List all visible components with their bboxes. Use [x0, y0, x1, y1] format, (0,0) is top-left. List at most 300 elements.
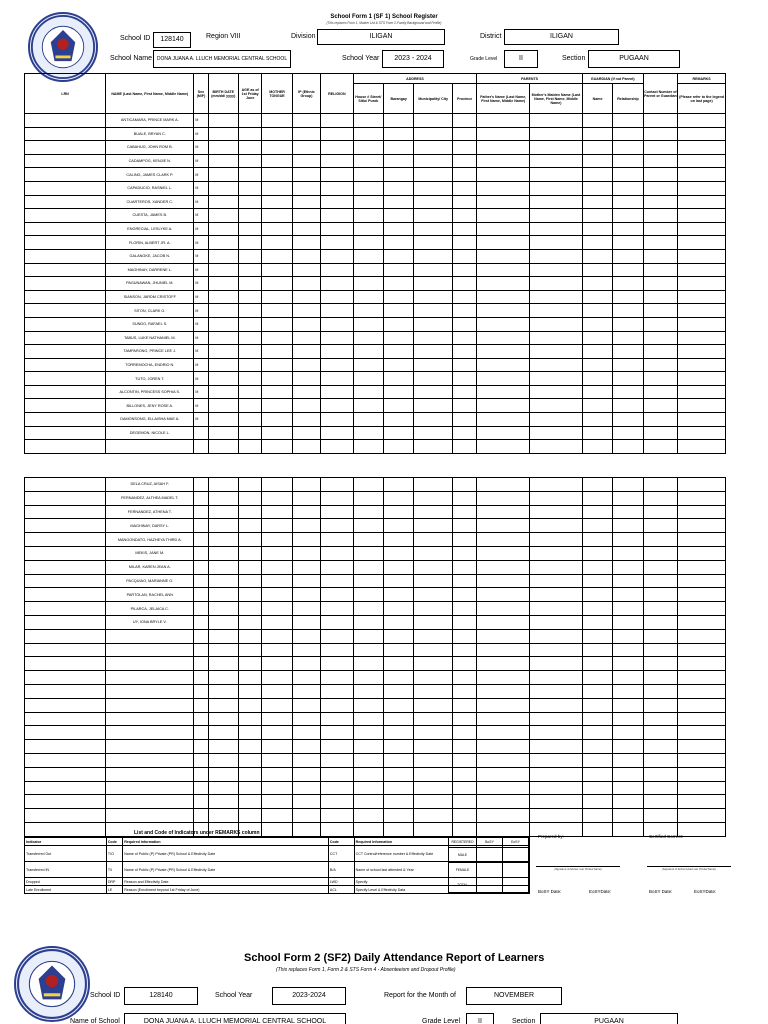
- data-cell[interactable]: [613, 413, 643, 427]
- data-cell[interactable]: [262, 809, 292, 823]
- data-cell[interactable]: [208, 358, 238, 372]
- data-cell[interactable]: [613, 726, 643, 740]
- division-field[interactable]: ILIGAN: [317, 29, 445, 45]
- data-cell[interactable]: [384, 358, 414, 372]
- data-cell[interactable]: [353, 154, 383, 168]
- data-cell[interactable]: [414, 533, 453, 547]
- lrn-cell[interactable]: [25, 684, 106, 698]
- sex-cell[interactable]: M: [194, 331, 208, 345]
- grade-level-field[interactable]: II: [504, 50, 538, 68]
- data-cell[interactable]: [384, 372, 414, 386]
- data-cell[interactable]: [353, 781, 383, 795]
- data-cell[interactable]: [292, 331, 320, 345]
- learner-name-cell[interactable]: [106, 643, 194, 657]
- data-cell[interactable]: [613, 385, 643, 399]
- data-cell[interactable]: [239, 399, 262, 413]
- data-cell[interactable]: [414, 809, 453, 823]
- data-cell[interactable]: [530, 181, 583, 195]
- lrn-cell[interactable]: [25, 426, 106, 440]
- sex-cell[interactable]: M: [194, 317, 208, 331]
- data-cell[interactable]: [353, 426, 383, 440]
- learner-name-cell[interactable]: TUTO, JOREN T.: [106, 372, 194, 386]
- data-cell[interactable]: [613, 236, 643, 250]
- data-cell[interactable]: [477, 399, 530, 413]
- data-cell[interactable]: [477, 781, 530, 795]
- data-cell[interactable]: [384, 413, 414, 427]
- data-cell[interactable]: [353, 372, 383, 386]
- data-cell[interactable]: [678, 413, 726, 427]
- sex-cell[interactable]: [194, 657, 208, 671]
- data-cell[interactable]: [477, 657, 530, 671]
- data-cell[interactable]: [262, 345, 292, 359]
- data-cell[interactable]: [582, 372, 612, 386]
- data-cell[interactable]: [239, 546, 262, 560]
- data-cell[interactable]: [452, 345, 476, 359]
- data-cell[interactable]: [582, 413, 612, 427]
- lrn-cell[interactable]: [25, 168, 106, 182]
- data-cell[interactable]: [208, 290, 238, 304]
- data-cell[interactable]: [613, 657, 643, 671]
- sex-cell[interactable]: [194, 615, 208, 629]
- learner-name-cell[interactable]: CUARTEROS, XANDER C.: [106, 195, 194, 209]
- data-cell[interactable]: [582, 317, 612, 331]
- data-cell[interactable]: [353, 317, 383, 331]
- data-cell[interactable]: [452, 154, 476, 168]
- lrn-cell[interactable]: [25, 181, 106, 195]
- data-cell[interactable]: [353, 795, 383, 809]
- data-cell[interactable]: [239, 358, 262, 372]
- data-cell[interactable]: [530, 574, 583, 588]
- data-cell[interactable]: [530, 519, 583, 533]
- sex-cell[interactable]: [194, 478, 208, 492]
- learner-name-cell[interactable]: [106, 809, 194, 823]
- data-cell[interactable]: [582, 290, 612, 304]
- learner-name-cell[interactable]: MANGONDATO, HAZHEYA THIRD A.: [106, 533, 194, 547]
- data-cell[interactable]: [613, 615, 643, 629]
- data-cell[interactable]: [678, 781, 726, 795]
- data-cell[interactable]: [452, 127, 476, 141]
- data-cell[interactable]: [643, 290, 677, 304]
- data-cell[interactable]: [613, 154, 643, 168]
- data-cell[interactable]: [262, 684, 292, 698]
- data-cell[interactable]: [353, 643, 383, 657]
- data-cell[interactable]: [262, 181, 292, 195]
- data-cell[interactable]: [384, 574, 414, 588]
- data-cell[interactable]: [414, 491, 453, 505]
- data-cell[interactable]: [414, 114, 453, 128]
- data-cell[interactable]: [678, 478, 726, 492]
- data-cell[interactable]: [239, 684, 262, 698]
- learner-name-cell[interactable]: UY, IONA BRYLE V.: [106, 615, 194, 629]
- data-cell[interactable]: [262, 141, 292, 155]
- data-cell[interactable]: [384, 249, 414, 263]
- data-cell[interactable]: [530, 629, 583, 643]
- data-cell[interactable]: [208, 657, 238, 671]
- data-cell[interactable]: [414, 263, 453, 277]
- data-cell[interactable]: [643, 181, 677, 195]
- data-cell[interactable]: [477, 426, 530, 440]
- data-cell[interactable]: [678, 209, 726, 223]
- data-cell[interactable]: [414, 345, 453, 359]
- data-cell[interactable]: [414, 440, 453, 454]
- data-cell[interactable]: [678, 290, 726, 304]
- data-cell[interactable]: [452, 181, 476, 195]
- data-cell[interactable]: [477, 181, 530, 195]
- data-cell[interactable]: [321, 546, 353, 560]
- sex-cell[interactable]: [194, 781, 208, 795]
- data-cell[interactable]: [530, 533, 583, 547]
- sex-cell[interactable]: M: [194, 141, 208, 155]
- sex-cell[interactable]: [194, 740, 208, 754]
- learner-name-cell[interactable]: ALCONTIN, PRINCESS SOPHIA S.: [106, 385, 194, 399]
- data-cell[interactable]: [613, 358, 643, 372]
- data-cell[interactable]: [452, 168, 476, 182]
- lrn-cell[interactable]: [25, 615, 106, 629]
- data-cell[interactable]: [321, 263, 353, 277]
- data-cell[interactable]: [384, 560, 414, 574]
- lrn-cell[interactable]: [25, 413, 106, 427]
- learner-name-cell[interactable]: [106, 712, 194, 726]
- data-cell[interactable]: [453, 546, 477, 560]
- data-cell[interactable]: [321, 712, 353, 726]
- data-cell[interactable]: [208, 181, 238, 195]
- data-cell[interactable]: [321, 753, 353, 767]
- data-cell[interactable]: [384, 331, 414, 345]
- data-cell[interactable]: [613, 546, 643, 560]
- data-cell[interactable]: [292, 574, 320, 588]
- lrn-cell[interactable]: [25, 629, 106, 643]
- sf2-grade-level-field[interactable]: II: [466, 1013, 494, 1024]
- lrn-cell[interactable]: [25, 127, 106, 141]
- data-cell[interactable]: [292, 385, 320, 399]
- data-cell[interactable]: [643, 277, 677, 291]
- sex-cell[interactable]: [194, 712, 208, 726]
- learner-name-cell[interactable]: ANTICAMARA, PRINCE MARK A.: [106, 114, 194, 128]
- data-cell[interactable]: [353, 358, 383, 372]
- data-cell[interactable]: [477, 740, 530, 754]
- lrn-cell[interactable]: [25, 505, 106, 519]
- data-cell[interactable]: [678, 767, 726, 781]
- data-cell[interactable]: [239, 181, 262, 195]
- data-cell[interactable]: [292, 345, 320, 359]
- lrn-cell[interactable]: [25, 809, 106, 823]
- data-cell[interactable]: [384, 154, 414, 168]
- data-cell[interactable]: [208, 726, 238, 740]
- data-cell[interactable]: [239, 767, 262, 781]
- data-cell[interactable]: [414, 643, 453, 657]
- data-cell[interactable]: [292, 127, 320, 141]
- data-cell[interactable]: [321, 317, 353, 331]
- data-cell[interactable]: [530, 249, 583, 263]
- data-cell[interactable]: [239, 413, 262, 427]
- data-cell[interactable]: [239, 643, 262, 657]
- data-cell[interactable]: [477, 546, 530, 560]
- data-cell[interactable]: [414, 602, 453, 616]
- data-cell[interactable]: [453, 698, 477, 712]
- learner-name-cell[interactable]: [106, 726, 194, 740]
- data-cell[interactable]: [262, 236, 292, 250]
- data-cell[interactable]: [530, 290, 583, 304]
- data-cell[interactable]: [262, 795, 292, 809]
- data-cell[interactable]: [530, 684, 583, 698]
- learner-name-cell[interactable]: MEKIS, JANE M.: [106, 546, 194, 560]
- data-cell[interactable]: [353, 519, 383, 533]
- data-cell[interactable]: [208, 712, 238, 726]
- data-cell[interactable]: [453, 629, 477, 643]
- data-cell[interactable]: [321, 399, 353, 413]
- sex-cell[interactable]: M: [194, 168, 208, 182]
- learner-name-cell[interactable]: MAGHINAY, DARSY L.: [106, 519, 194, 533]
- data-cell[interactable]: [582, 114, 612, 128]
- data-cell[interactable]: [643, 684, 677, 698]
- data-cell[interactable]: [452, 277, 476, 291]
- data-cell[interactable]: [477, 533, 530, 547]
- data-cell[interactable]: [262, 413, 292, 427]
- data-cell[interactable]: [208, 168, 238, 182]
- data-cell[interactable]: [239, 222, 262, 236]
- data-cell[interactable]: [582, 195, 612, 209]
- data-cell[interactable]: [643, 399, 677, 413]
- data-cell[interactable]: [643, 588, 677, 602]
- data-cell[interactable]: [678, 154, 726, 168]
- lrn-cell[interactable]: [25, 209, 106, 223]
- data-cell[interactable]: [613, 277, 643, 291]
- data-cell[interactable]: [477, 304, 530, 318]
- data-cell[interactable]: [582, 629, 612, 643]
- data-cell[interactable]: [678, 385, 726, 399]
- data-cell[interactable]: [453, 519, 477, 533]
- data-cell[interactable]: [239, 505, 262, 519]
- learner-name-cell[interactable]: [106, 795, 194, 809]
- learner-name-cell[interactable]: [106, 671, 194, 685]
- data-cell[interactable]: [208, 795, 238, 809]
- data-cell[interactable]: [643, 712, 677, 726]
- data-cell[interactable]: [453, 767, 477, 781]
- data-cell[interactable]: [530, 236, 583, 250]
- summary-male-bosy[interactable]: [477, 848, 503, 863]
- learner-name-cell[interactable]: [106, 753, 194, 767]
- sex-cell[interactable]: [194, 440, 208, 454]
- sex-cell[interactable]: [194, 767, 208, 781]
- sf2-school-name-field[interactable]: DONA JUANA A. LLUCH MEMORIAL CENTRAL SCHOOL: [124, 1013, 346, 1024]
- data-cell[interactable]: [643, 546, 677, 560]
- lrn-cell[interactable]: [25, 546, 106, 560]
- data-cell[interactable]: [321, 629, 353, 643]
- data-cell[interactable]: [414, 588, 453, 602]
- data-cell[interactable]: [414, 181, 453, 195]
- data-cell[interactable]: [384, 478, 414, 492]
- data-cell[interactable]: [262, 767, 292, 781]
- data-cell[interactable]: [613, 505, 643, 519]
- learner-name-cell[interactable]: CALING, JAMES CLARK P.: [106, 168, 194, 182]
- data-cell[interactable]: [643, 304, 677, 318]
- data-cell[interactable]: [384, 385, 414, 399]
- data-cell[interactable]: [321, 181, 353, 195]
- data-cell[interactable]: [477, 629, 530, 643]
- data-cell[interactable]: [384, 698, 414, 712]
- data-cell[interactable]: [530, 588, 583, 602]
- data-cell[interactable]: [613, 809, 643, 823]
- data-cell[interactable]: [477, 168, 530, 182]
- lrn-cell[interactable]: [25, 822, 106, 836]
- data-cell[interactable]: [292, 560, 320, 574]
- data-cell[interactable]: [530, 478, 583, 492]
- data-cell[interactable]: [582, 822, 612, 836]
- data-cell[interactable]: [613, 290, 643, 304]
- data-cell[interactable]: [613, 331, 643, 345]
- data-cell[interactable]: [292, 478, 320, 492]
- learner-name-cell[interactable]: PAGUNAWAN, JHUNIEL M.: [106, 277, 194, 291]
- data-cell[interactable]: [321, 345, 353, 359]
- data-cell[interactable]: [477, 317, 530, 331]
- data-cell[interactable]: [643, 426, 677, 440]
- data-cell[interactable]: [582, 249, 612, 263]
- data-cell[interactable]: [678, 671, 726, 685]
- data-cell[interactable]: [414, 222, 453, 236]
- data-cell[interactable]: [239, 560, 262, 574]
- data-cell[interactable]: [613, 304, 643, 318]
- data-cell[interactable]: [321, 505, 353, 519]
- data-cell[interactable]: [613, 629, 643, 643]
- school-year-field[interactable]: 2023 - 2024: [382, 50, 444, 68]
- data-cell[interactable]: [582, 615, 612, 629]
- data-cell[interactable]: [353, 478, 383, 492]
- data-cell[interactable]: [613, 684, 643, 698]
- data-cell[interactable]: [452, 399, 476, 413]
- data-cell[interactable]: [208, 331, 238, 345]
- data-cell[interactable]: [582, 588, 612, 602]
- data-cell[interactable]: [208, 546, 238, 560]
- data-cell[interactable]: [353, 629, 383, 643]
- data-cell[interactable]: [477, 154, 530, 168]
- data-cell[interactable]: [613, 345, 643, 359]
- sex-cell[interactable]: [194, 602, 208, 616]
- data-cell[interactable]: [613, 519, 643, 533]
- data-cell[interactable]: [453, 822, 477, 836]
- lrn-cell[interactable]: [25, 795, 106, 809]
- data-cell[interactable]: [477, 413, 530, 427]
- data-cell[interactable]: [384, 671, 414, 685]
- data-cell[interactable]: [477, 588, 530, 602]
- data-cell[interactable]: [613, 141, 643, 155]
- sex-cell[interactable]: [194, 684, 208, 698]
- data-cell[interactable]: [453, 560, 477, 574]
- data-cell[interactable]: [353, 615, 383, 629]
- data-cell[interactable]: [530, 358, 583, 372]
- data-cell[interactable]: [321, 615, 353, 629]
- data-cell[interactable]: [678, 795, 726, 809]
- data-cell[interactable]: [292, 588, 320, 602]
- data-cell[interactable]: [321, 519, 353, 533]
- data-cell[interactable]: [530, 643, 583, 657]
- sex-cell[interactable]: M: [194, 290, 208, 304]
- data-cell[interactable]: [414, 684, 453, 698]
- data-cell[interactable]: [262, 222, 292, 236]
- data-cell[interactable]: [643, 154, 677, 168]
- data-cell[interactable]: [292, 602, 320, 616]
- data-cell[interactable]: [678, 141, 726, 155]
- sex-cell[interactable]: M: [194, 399, 208, 413]
- data-cell[interactable]: [613, 712, 643, 726]
- data-cell[interactable]: [477, 249, 530, 263]
- data-cell[interactable]: [582, 154, 612, 168]
- data-cell[interactable]: [643, 767, 677, 781]
- data-cell[interactable]: [262, 385, 292, 399]
- data-cell[interactable]: [239, 372, 262, 386]
- data-cell[interactable]: [292, 533, 320, 547]
- data-cell[interactable]: [643, 809, 677, 823]
- data-cell[interactable]: [530, 753, 583, 767]
- data-cell[interactable]: [643, 657, 677, 671]
- learner-name-cell[interactable]: DEGEMON, NICOLE L.: [106, 426, 194, 440]
- data-cell[interactable]: [530, 385, 583, 399]
- data-cell[interactable]: [384, 740, 414, 754]
- learner-name-cell[interactable]: CABAHUG, JOHN ROM B.: [106, 141, 194, 155]
- data-cell[interactable]: [208, 615, 238, 629]
- data-cell[interactable]: [582, 168, 612, 182]
- data-cell[interactable]: [292, 671, 320, 685]
- data-cell[interactable]: [208, 127, 238, 141]
- data-cell[interactable]: [262, 127, 292, 141]
- data-cell[interactable]: [414, 277, 453, 291]
- data-cell[interactable]: [414, 127, 453, 141]
- data-cell[interactable]: [613, 574, 643, 588]
- data-cell[interactable]: [353, 168, 383, 182]
- data-cell[interactable]: [414, 519, 453, 533]
- data-cell[interactable]: [384, 426, 414, 440]
- data-cell[interactable]: [582, 809, 612, 823]
- data-cell[interactable]: [321, 114, 353, 128]
- summary-male-eosy[interactable]: [503, 848, 529, 863]
- data-cell[interactable]: [643, 491, 677, 505]
- data-cell[interactable]: [582, 236, 612, 250]
- data-cell[interactable]: [262, 290, 292, 304]
- data-cell[interactable]: [414, 290, 453, 304]
- data-cell[interactable]: [678, 195, 726, 209]
- lrn-cell[interactable]: [25, 657, 106, 671]
- data-cell[interactable]: [384, 643, 414, 657]
- data-cell[interactable]: [453, 740, 477, 754]
- data-cell[interactable]: [262, 753, 292, 767]
- data-cell[interactable]: [452, 290, 476, 304]
- data-cell[interactable]: [678, 114, 726, 128]
- data-cell[interactable]: [477, 345, 530, 359]
- data-cell[interactable]: [208, 781, 238, 795]
- data-cell[interactable]: [530, 277, 583, 291]
- data-cell[interactable]: [321, 209, 353, 223]
- data-cell[interactable]: [208, 372, 238, 386]
- data-cell[interactable]: [414, 358, 453, 372]
- data-cell[interactable]: [384, 195, 414, 209]
- data-cell[interactable]: [384, 209, 414, 223]
- data-cell[interactable]: [239, 440, 262, 454]
- data-cell[interactable]: [292, 795, 320, 809]
- data-cell[interactable]: [208, 385, 238, 399]
- data-cell[interactable]: [262, 277, 292, 291]
- data-cell[interactable]: [678, 505, 726, 519]
- data-cell[interactable]: [262, 822, 292, 836]
- lrn-cell[interactable]: [25, 141, 106, 155]
- data-cell[interactable]: [239, 698, 262, 712]
- data-cell[interactable]: [321, 684, 353, 698]
- data-cell[interactable]: [582, 698, 612, 712]
- data-cell[interactable]: [477, 560, 530, 574]
- data-cell[interactable]: [477, 372, 530, 386]
- data-cell[interactable]: [353, 767, 383, 781]
- data-cell[interactable]: [208, 304, 238, 318]
- data-cell[interactable]: [321, 331, 353, 345]
- sex-cell[interactable]: [194, 491, 208, 505]
